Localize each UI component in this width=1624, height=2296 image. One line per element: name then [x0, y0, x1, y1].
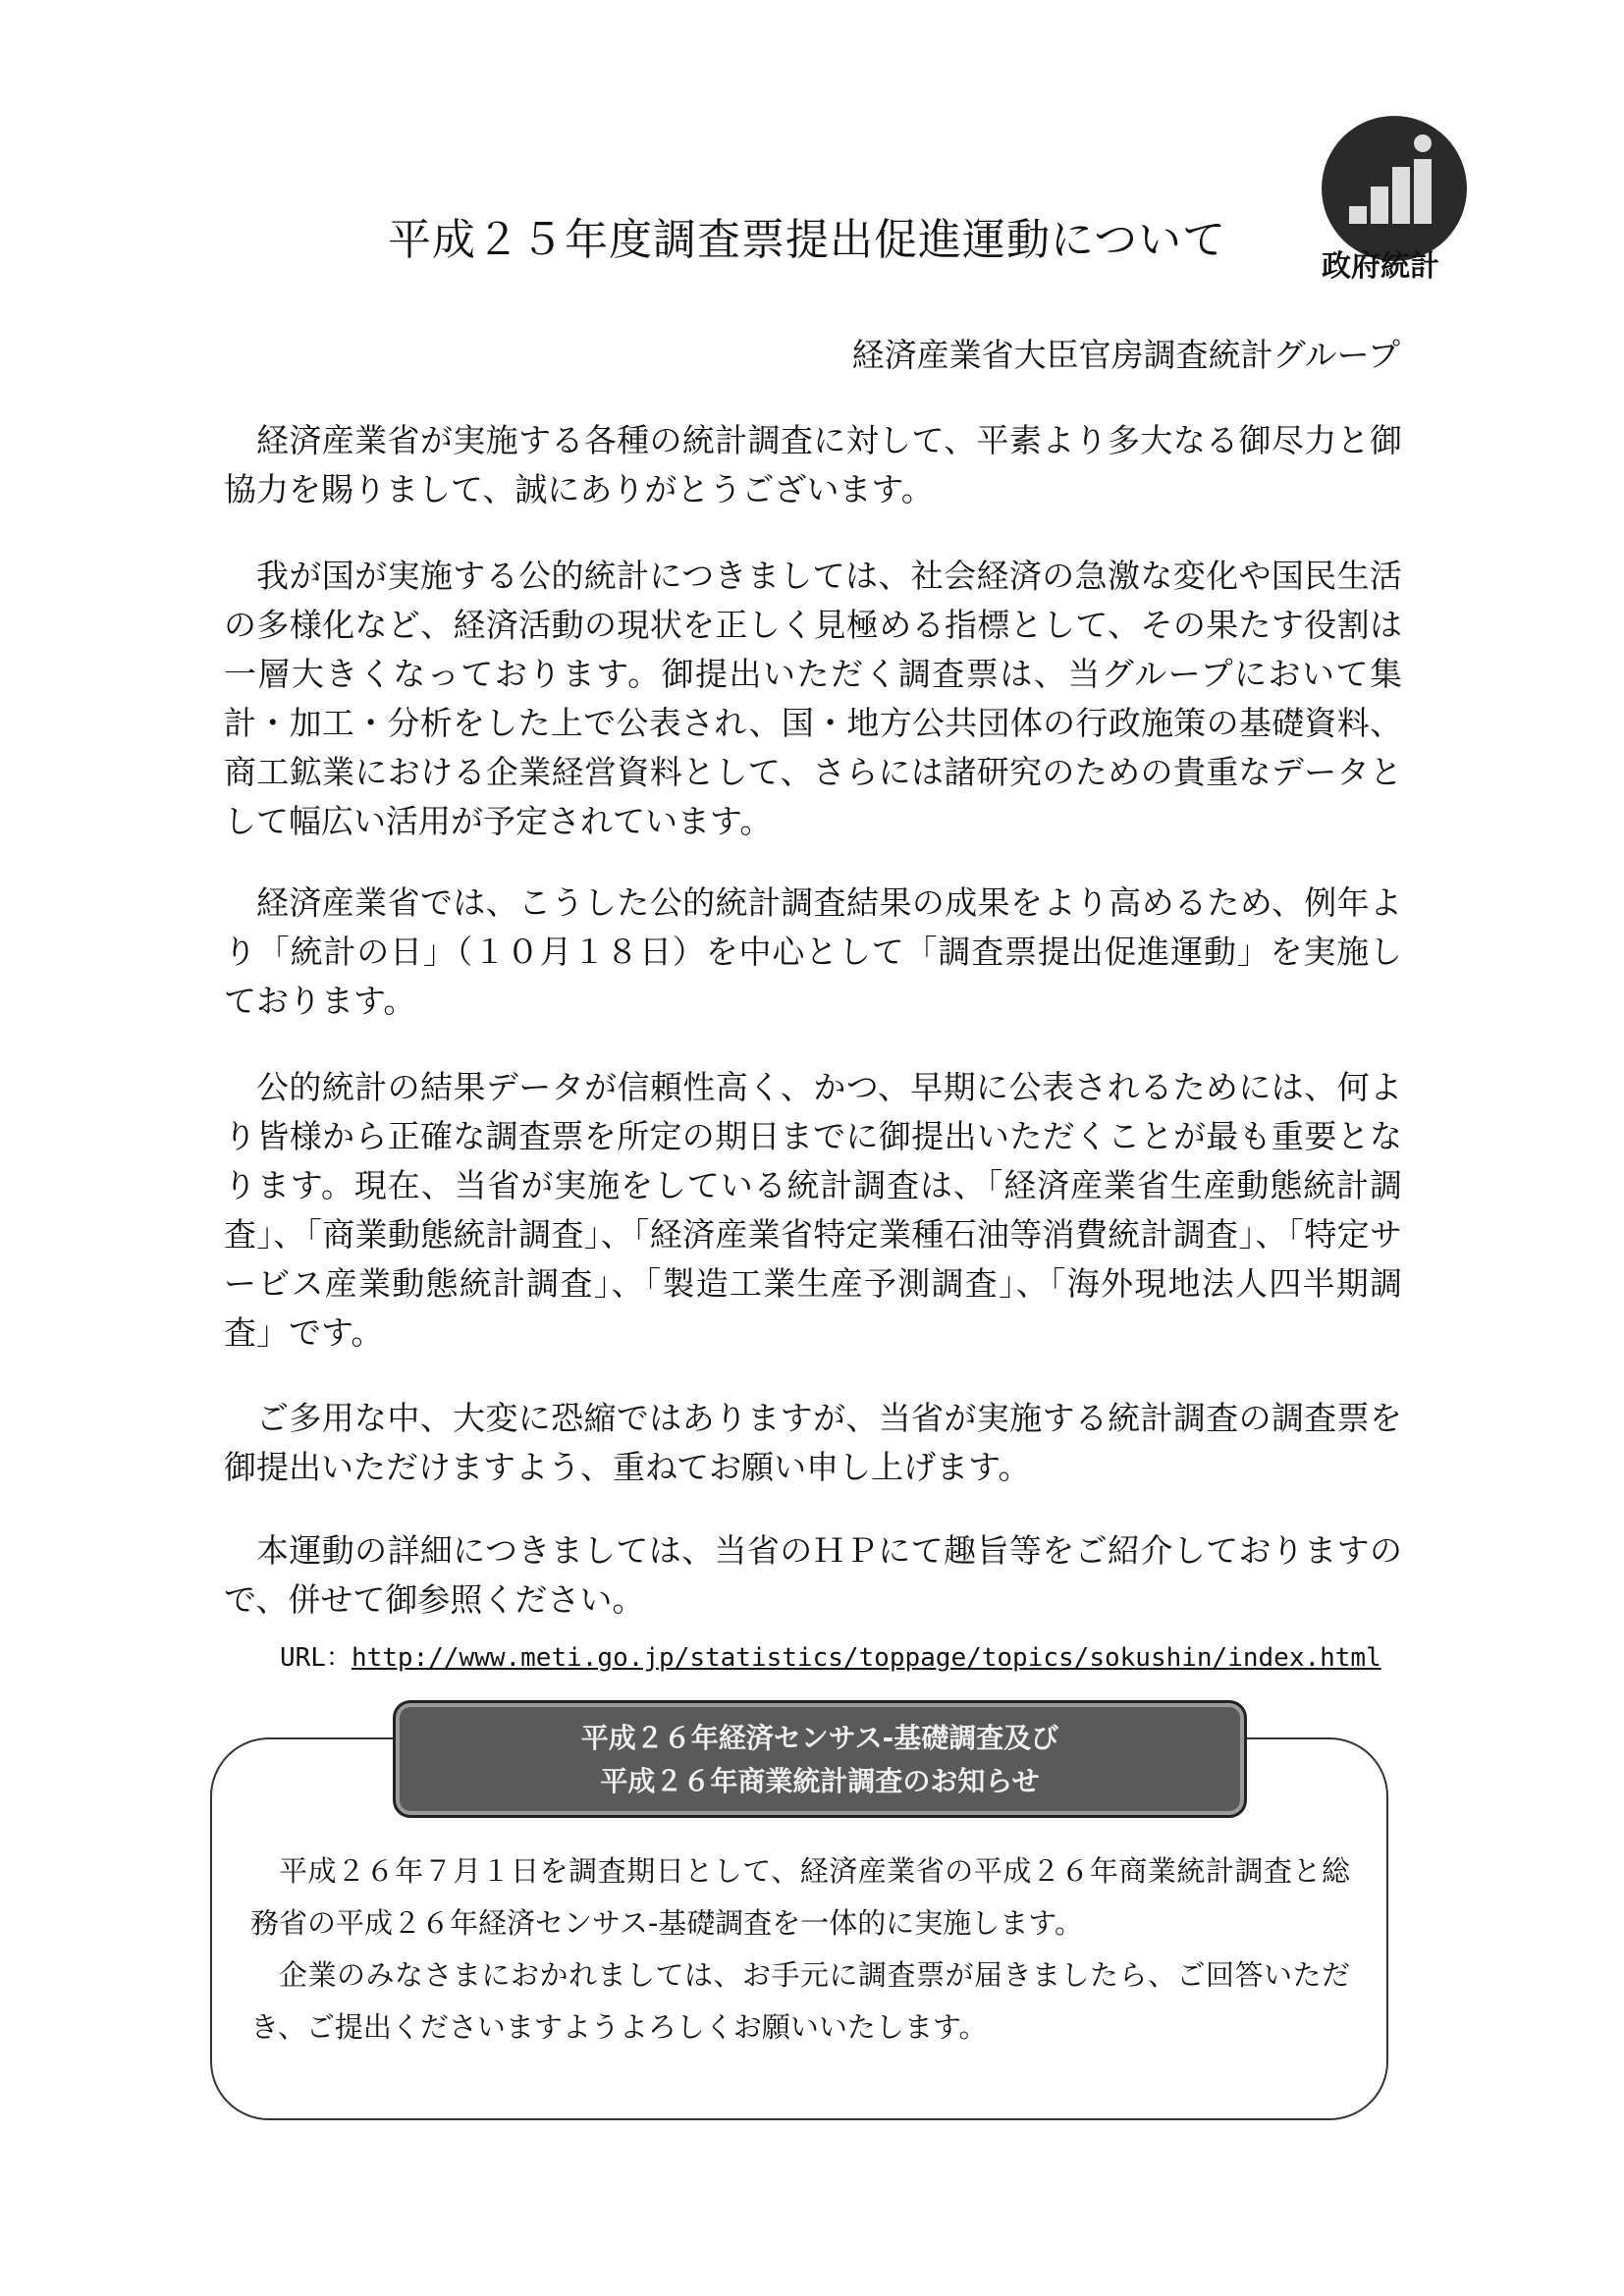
- paragraph-official-statistics: 我が国が実施する公的統計につきましては、社会経済の急激な変化や国民生活の多様化など、経済活動の現状を正しく見極める指標として、その果たす役割は一層大きくなっております。御提出いただく調査票は、当グループにおいて集計・加工・分析をした上で公表され、国・地方公共団体の行政施策の基礎資料、商工鉱業における企業経営資料として、さらには諸研究のための貴重なデータとして幅広い活用が予定されています。: [224, 557, 1402, 840]
- url-line: [280, 1637, 1381, 1674]
- logo-label: 政府統計: [1322, 249, 1439, 284]
- notice-header-line-2: 平成２６年商業統計調査のお知らせ: [600, 1765, 1040, 1797]
- paragraph-greeting: 経済産業省が実施する各種の統計調査に対して、平素より多大なる御尽力と御協力を賜りまして、誠にありがとうございます。: [224, 421, 1402, 508]
- notice-header-line-1: 平成２６年経済センサス‐基礎調査及び: [580, 1722, 1059, 1754]
- document-title: 平成２５年度調査票提出促進運動について: [388, 215, 1227, 265]
- paragraph-surveys: 公的統計の結果データが信頼性高く、かつ、早期に公表されるためには、何より皆様から正確な調査票を所定の期日までに御提出いただくことが最も重要となります。現在、当省が実施をしている統計調査は、「経済産業省生産動態統計調査」、「商業動態統計調査」、「経済産業省特定業種石油等消費統計調査」、「特定サービス産業動態統計調査」、「製造工業生産予測調査」、「海外現地法人四半期調査」です。: [224, 1068, 1403, 1352]
- notice-text-1: 平成２６年７月１日を調査期日として、経済産業省の平成２６年商業統計調査と総務省の平成２６年経済センサス‐基礎調査を一体的に実施します。: [250, 1854, 1350, 1940]
- url-prefix: URL：: [280, 1643, 352, 1673]
- campaign-url-link[interactable]: http://www.meti.go.jp/statistics/toppage/topics/sokushin/index.html: [351, 1643, 1381, 1673]
- notice-text-2: 企業のみなさまにおかれましては、お手元に調査票が届きましたら、ご回答いただき、ご提出くださいますようよろしくお願いいたします。: [250, 1958, 1350, 2044]
- notice-header: [393, 1700, 1247, 1818]
- paragraph-campaign: 経済産業省では、こうした公的統計調査結果の成果をより高めるため、例年より「統計の日」（１０月１８日）を中心として「調査票提出促進運動」を実施しております。: [224, 883, 1402, 1020]
- organization-name: 経済産業省大臣官房調査統計グループ: [851, 336, 1400, 374]
- paragraph-details: 本運動の詳細につきましては、当省のＨＰにて趣旨等をご紹介しておりますので、併せて御参照ください。: [224, 1531, 1402, 1619]
- paragraph-request: ご多用な中、大変に恐縮ではありますが、当省が実施する統計調査の調査票を御提出いただけますよう、重ねてお願い申し上げます。: [224, 1399, 1402, 1486]
